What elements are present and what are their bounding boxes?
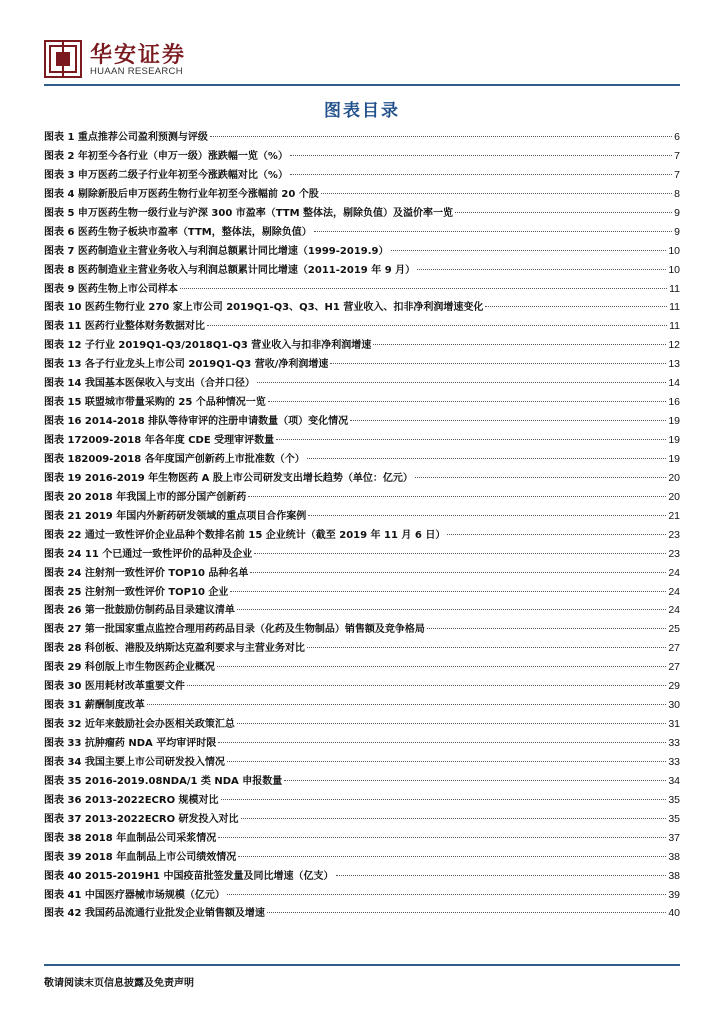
toc-entry[interactable] [44, 601, 680, 620]
toc-entry[interactable] [44, 147, 680, 166]
toc-dot-leader [207, 325, 667, 326]
toc-dot-leader [284, 780, 666, 781]
toc-dot-leader [230, 591, 666, 592]
toc-dot-leader [427, 628, 666, 629]
toc-dot-leader [218, 742, 666, 743]
toc-entry-page: 10 [668, 263, 680, 276]
toc-dot-leader [485, 306, 667, 307]
toc-dot-leader [221, 799, 667, 800]
toc-entry-title: 图表 182009-2018 各年度国产创新药上市批准数（个） [44, 453, 305, 465]
toc-entry-title: 图表 12 子行业 2019Q1-Q3/2018Q1-Q3 营业收入与扣非净利润增速 [44, 340, 372, 352]
toc-entry-title: 图表 26 第一批鼓励仿制药品目录建议清单 [44, 605, 235, 617]
huaan-logo-icon [44, 40, 82, 78]
toc-entry-title: 图表 38 2018 年血制品公司采浆情况 [44, 832, 217, 844]
toc-entry-page: 13 [668, 358, 680, 371]
toc-entry[interactable] [44, 564, 680, 583]
toc-entry-page: 30 [668, 699, 680, 712]
toc-title: 图表目录 [324, 101, 400, 121]
toc-entry[interactable] [44, 583, 680, 602]
toc-entry[interactable] [44, 393, 680, 412]
toc-dot-leader [350, 420, 666, 421]
toc-entry-page: 11 [669, 320, 680, 333]
toc-dot-leader [254, 553, 666, 554]
toc-entry-title: 图表 16 2014-2018 排队等待审评的注册申请数量（项）变化情况 [44, 416, 349, 428]
toc-dot-leader [321, 193, 672, 194]
toc-entry-page: 33 [668, 755, 680, 768]
toc-entry[interactable] [44, 261, 680, 280]
toc-entry[interactable] [44, 545, 680, 564]
toc-entry-page: 9 [674, 206, 680, 219]
toc-entry-title: 图表 15 联盟城市带量采购的 25 个品种情况一览 [44, 397, 266, 409]
toc-entry[interactable] [44, 374, 680, 393]
brand-name-en: HUAAN RESEARCH [90, 66, 183, 77]
toc-entry[interactable] [44, 166, 680, 185]
toc-entry-page: 9 [674, 225, 680, 238]
footer-disclaimer: 敬请阅读末页信息披露及免责声明 [44, 978, 194, 989]
toc-dot-leader [336, 875, 667, 876]
toc-entry-title: 图表 42 我国药品流通行业批发企业销售额及增速 [44, 908, 265, 920]
toc-entry[interactable] [44, 355, 680, 374]
toc-dot-leader [268, 401, 667, 402]
toc-entry-title: 图表 9 医药生物上市公司样本 [44, 283, 178, 295]
toc-entry-page: 23 [668, 528, 680, 541]
toc-entry-page: 31 [668, 718, 680, 731]
toc-entry-title: 图表 7 医药制造业主营业务收入与利润总额累计同比增速（1999-2019.9） [44, 245, 389, 257]
toc-entry-page: 39 [668, 888, 680, 901]
toc-entry-page: 33 [668, 737, 680, 749]
toc-entry-title: 图表 10 医药生物行业 270 家上市公司 2019Q1-Q3、Q3、H1 营业收入、扣非净利润增速变化 [44, 302, 484, 314]
toc-dot-leader [447, 534, 666, 535]
toc-entry[interactable] [44, 336, 680, 355]
toc-entry[interactable] [44, 128, 680, 147]
toc-entry-page: 24 [668, 585, 680, 598]
toc-entry-page: 27 [668, 642, 680, 655]
header-divider [44, 84, 680, 86]
toc-entry-page: 7 [674, 149, 680, 162]
toc-entry-title: 图表 3 申万医药二级子行业年初至今涨跌幅对比（%） [44, 169, 288, 181]
toc-entry-title: 图表 14 我国基本医保收入与支出（合并口径） [44, 378, 255, 390]
toc-entry-title: 图表 36 2013-2022ECRO 规模对比 [44, 794, 219, 806]
toc-entry[interactable] [44, 715, 680, 734]
toc-entry-title: 图表 34 我国主要上市公司研发投入情况 [44, 756, 225, 768]
toc-entry-title: 图表 33 抗肿瘤药 NDA 平均审评时限 [44, 738, 217, 749]
toc-entry-page: 20 [668, 490, 680, 503]
toc-dot-leader [276, 439, 666, 440]
toc-entry-page: 7 [674, 168, 680, 181]
toc-entry[interactable] [44, 280, 680, 299]
toc-dot-leader [267, 912, 666, 913]
toc-entry-title: 图表 21 2019 年国内外新药研发领域的重点项目合作案例 [44, 510, 307, 522]
toc-entry-page: 38 [668, 850, 680, 863]
toc-dot-leader [391, 250, 667, 251]
toc-entry[interactable] [44, 886, 680, 905]
toc-dot-leader [227, 894, 666, 895]
toc-entry-title: 图表 19 2016-2019 年生物医药 A 股上市公司研发支出增长趋势（单位：亿元） [44, 472, 413, 484]
toc-entry-page: 12 [668, 339, 680, 352]
toc-entry[interactable] [44, 507, 680, 526]
toc-entry[interactable] [44, 753, 680, 772]
toc-entry[interactable] [44, 829, 680, 848]
toc-dot-leader [257, 382, 666, 383]
toc-entry-title: 图表 4 剔除新股后申万医药生物行业年初至今涨幅前 20 个股 [44, 188, 319, 200]
toc-entry[interactable] [44, 185, 680, 204]
toc-dot-leader [307, 458, 667, 459]
toc-entry-page: 27 [668, 661, 680, 674]
toc-dot-leader [250, 572, 666, 573]
toc-entry[interactable] [44, 223, 680, 242]
toc-dot-leader [417, 269, 666, 270]
toc-entry[interactable] [44, 867, 680, 886]
footer-divider [44, 964, 680, 966]
toc-list [44, 128, 680, 923]
toc-entry-title: 图表 22 通过一致性评价企业品种个数排名前 15 企业统计（截至 2019 年 11 月 6 日） [44, 529, 446, 541]
toc-dot-leader [373, 344, 666, 345]
toc-entry-page: 23 [668, 547, 680, 560]
toc-entry-page: 21 [668, 509, 680, 522]
toc-entry-title: 图表 8 医药制造业主营业务收入与利润总额累计同比增速（2011-2019 年 9 月） [44, 264, 416, 276]
toc-dot-leader [180, 288, 667, 289]
toc-entry-title: 图表 24 注射剂一致性评价 TOP10 品种名单 [44, 567, 249, 579]
toc-entry[interactable] [44, 412, 680, 431]
toc-entry-title: 图表 39 2018 年血制品上市公司绩效情况 [44, 851, 237, 863]
toc-dot-leader [147, 704, 666, 705]
toc-dot-leader [237, 609, 666, 610]
toc-entry-title: 图表 32 近年来鼓励社会办医相关政策汇总 [44, 719, 235, 731]
toc-entry-page: 14 [668, 377, 680, 390]
toc-entry-title: 图表 41 中国医疗器械市场规模（亿元） [44, 889, 225, 901]
toc-dot-leader [307, 647, 666, 648]
brand-name-cn: 华安证券 [90, 42, 187, 68]
toc-entry-title: 图表 28 科创板、港股及纳斯达克盈利要求与主营业务对比 [44, 643, 305, 655]
toc-dot-leader [455, 212, 672, 213]
toc-entry[interactable] [44, 204, 680, 223]
toc-entry-title: 图表 35 2016-2019.08NDA/1 类 NDA 申报数量 [44, 775, 283, 787]
toc-dot-leader [241, 818, 667, 819]
toc-dot-leader [314, 231, 672, 232]
toc-entry-page: 10 [668, 244, 680, 257]
toc-entry-page: 38 [668, 869, 680, 882]
toc-entry-page: 20 [668, 471, 680, 484]
toc-entry-page: 8 [674, 187, 680, 200]
toc-dot-leader [308, 515, 666, 516]
toc-entry-page: 25 [668, 623, 680, 636]
toc-entry-page: 29 [668, 680, 680, 693]
toc-entry[interactable] [44, 317, 680, 336]
toc-entry-page: 24 [668, 604, 680, 617]
toc-entry-title: 图表 29 科创版上市生物医药企业概况 [44, 662, 215, 674]
toc-entry-page: 19 [668, 434, 680, 446]
toc-entry[interactable] [44, 639, 680, 658]
toc-entry[interactable] [44, 620, 680, 639]
toc-dot-leader [330, 363, 666, 364]
toc-entry[interactable] [44, 734, 680, 753]
toc-entry-page: 35 [668, 812, 680, 825]
toc-entry[interactable] [44, 526, 680, 545]
toc-entry-title: 图表 1 重点推荐公司盈利预测与评级 [44, 132, 208, 143]
toc-entry-title: 图表 11 医药行业整体财务数据对比 [44, 321, 205, 333]
toc-entry-title: 图表 27 第一批国家重点监控合理用药药品目录（化药及生物制品）销售额及竞争格局 [44, 624, 425, 636]
toc-entry[interactable] [44, 488, 680, 507]
toc-entry-title: 图表 31 薪酬制度改革 [44, 700, 145, 712]
toc-entry-title: 图表 37 2013-2022ECRO 研发投入对比 [44, 813, 239, 825]
toc-entry-title: 图表 5 申万医药生物一级行业与沪深 300 市盈率（TTM 整体法，剔除负值）及溢价率一览 [44, 207, 454, 219]
toc-entry[interactable] [44, 677, 680, 696]
toc-entry-page: 24 [668, 566, 680, 579]
toc-entry[interactable] [44, 848, 680, 867]
toc-entry-page: 11 [669, 301, 680, 314]
toc-entry-page: 40 [668, 907, 680, 920]
toc-entry-page: 19 [668, 415, 680, 428]
toc-entry-title: 图表 172009-2018 年各年度 CDE 受理审评数量 [44, 435, 275, 446]
toc-dot-leader [227, 761, 666, 762]
toc-dot-leader [218, 837, 666, 838]
toc-entry[interactable] [44, 450, 680, 469]
toc-dot-leader [237, 723, 666, 724]
toc-entry-title: 图表 6 医药生物子板块市盈率（TTM，整体法，剔除负值） [44, 226, 312, 238]
toc-entry-title: 图表 13 各子行业龙头上市公司 2019Q1-Q3 营收/净利润增速 [44, 359, 329, 371]
toc-entry-title: 图表 24 11 个已通过一致性评价的品种及企业 [44, 548, 253, 560]
toc-entry-page: 16 [668, 396, 680, 409]
toc-dot-leader [238, 856, 666, 857]
toc-entry[interactable] [44, 696, 680, 715]
toc-entry[interactable] [44, 772, 680, 791]
toc-entry[interactable] [44, 298, 680, 317]
toc-entry-page: 37 [668, 831, 680, 844]
toc-entry-title: 图表 25 注射剂一致性评价 TOP10 企业 [44, 586, 229, 598]
toc-entry-title: 图表 30 医用耗材改革重要文件 [44, 681, 185, 693]
toc-entry-title: 图表 40 2015-2019H1 中国疫苗批签发量及同比增速（亿支） [44, 870, 334, 882]
toc-entry[interactable] [44, 904, 680, 923]
toc-entry-page: 11 [669, 282, 680, 295]
toc-dot-leader [210, 136, 672, 137]
toc-entry-page: 6 [674, 131, 680, 143]
toc-entry-page: 35 [668, 793, 680, 806]
toc-dot-leader [290, 174, 672, 175]
toc-entry-title: 图表 2 年初至今各行业（申万一级）涨跌幅一览（%） [44, 150, 288, 162]
toc-dot-leader [290, 155, 672, 156]
toc-dot-leader [217, 666, 666, 667]
toc-entry[interactable] [44, 791, 680, 810]
toc-entry-title: 图表 20 2018 年我国上市的部分国产创新药 [44, 491, 247, 503]
toc-dot-leader [415, 477, 666, 478]
toc-entry-page: 19 [668, 452, 680, 465]
toc-entry[interactable] [44, 658, 680, 677]
toc-entry[interactable] [44, 469, 680, 488]
toc-entry[interactable] [44, 431, 680, 450]
toc-entry[interactable] [44, 242, 680, 261]
toc-dot-leader [248, 496, 666, 497]
toc-entry-page: 34 [668, 774, 680, 787]
toc-entry[interactable] [44, 810, 680, 829]
toc-dot-leader [187, 685, 666, 686]
